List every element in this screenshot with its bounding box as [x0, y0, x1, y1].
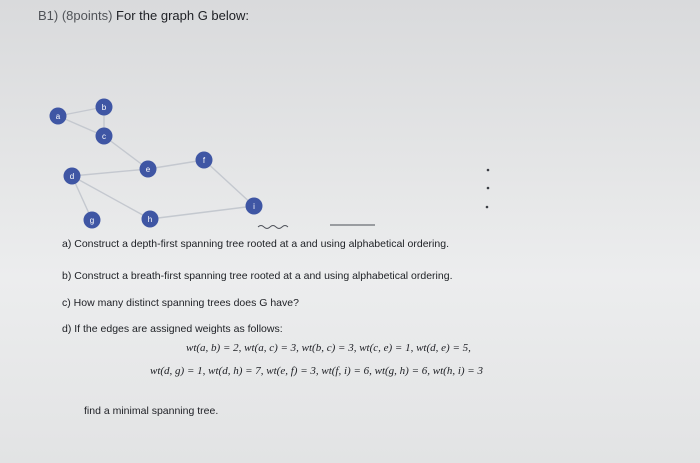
- node-d: [64, 168, 81, 185]
- question-c: c) How many distinct spanning trees does G have?: [62, 297, 299, 309]
- question-a: a) Construct a depth-first spanning tree rooted at a and using alphabetical ordering.: [62, 238, 449, 250]
- weights-line-1: wt(a, b) = 2, wt(a, c) = 3, wt(b, c) = 3, wt(c, e) = 1, wt(d, e) = 5,: [186, 342, 471, 354]
- node-g: [84, 212, 101, 229]
- node-label: d: [69, 172, 75, 181]
- node-label: b: [101, 103, 107, 112]
- node-label: a: [55, 112, 61, 121]
- node-label: e: [145, 165, 151, 174]
- node-label: f: [202, 156, 206, 165]
- edge-h-i: [150, 206, 254, 219]
- node-a: [50, 108, 67, 125]
- node-e: [140, 161, 157, 178]
- node-b: [96, 99, 113, 116]
- node-c: [96, 128, 113, 145]
- question-b: b) Construct a breath-first spanning tree rooted at a and using alphabetical ordering.: [62, 270, 453, 282]
- node-label: i: [253, 202, 255, 211]
- problem-title: For the graph G below:: [116, 8, 250, 23]
- pen-marks: [258, 169, 489, 229]
- edge-d-h: [72, 176, 150, 219]
- problem-number: B1) (8points): [38, 8, 113, 23]
- node-f: [196, 152, 213, 169]
- node-label: h: [147, 215, 153, 224]
- node-label: c: [102, 132, 106, 141]
- node-i: [246, 198, 263, 215]
- weights-line-2: wt(d, g) = 1, wt(d, h) = 7, wt(e, f) = 3, wt(f, i) = 6, wt(g, h) = 6, wt(h, i) = 3: [150, 365, 483, 377]
- edge-d-e: [72, 169, 148, 176]
- graph-edges: [55, 107, 254, 220]
- edge-e-f: [148, 160, 204, 169]
- instruction-footer: find a minimal spanning tree.: [84, 405, 219, 417]
- node-h: [142, 211, 159, 228]
- edge-f-i: [204, 160, 254, 206]
- question-d: d) If the edges are assigned weights as follows:: [62, 323, 283, 335]
- node-label: g: [89, 216, 95, 225]
